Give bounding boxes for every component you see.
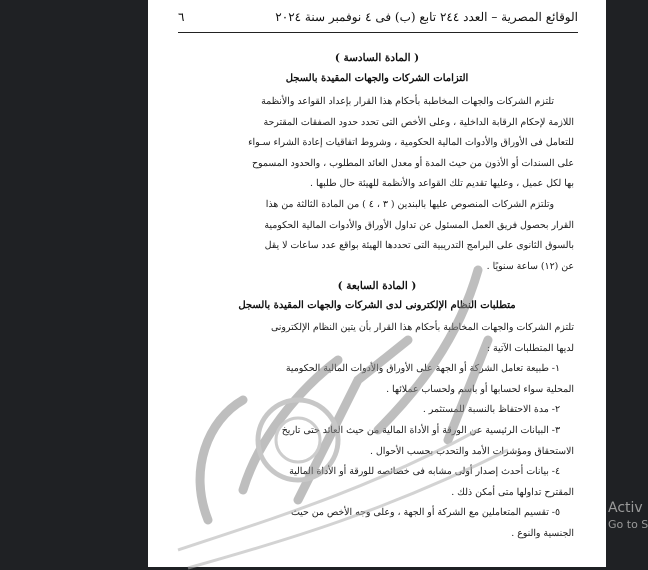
text-line: تلتزم الشركات والجهات المخاطبة بأحكام هذا القرار بأن يتين النظام الإلكترونى bbox=[270, 322, 574, 333]
text-line: على السندات أو الأذون من حيث المدة أو معدل العائد المطلوب ، والحدود المسموح bbox=[251, 157, 574, 169]
text-line: ٥- تقسيم المتعاملين مع الشركة أو الجهة ، وعلى وجه الأخص من حيث bbox=[290, 507, 560, 518]
requirement-item-2 bbox=[184, 400, 574, 421]
document-page bbox=[148, 0, 606, 567]
header-divider bbox=[178, 32, 578, 33]
requirement-item-3 bbox=[184, 421, 574, 462]
article6-paragraph-1 bbox=[184, 92, 574, 195]
text-line: القرار بحصول فريق العمل المسئول عن تداول الأوراق والأدوات المالية الحكومية bbox=[264, 219, 574, 231]
text-line: ١- طبيعة تعامل الشركة أو الجهة على الأوراق والأدوات المالية الحكومية bbox=[285, 363, 560, 374]
article7-intro bbox=[184, 318, 574, 359]
article7-title: ( المادة السابعة ) bbox=[337, 280, 417, 292]
text-line: بالسوق الثانوى على البرامج التدريبية التى تحددها الهيئة بواقع عدد ساعات لا يقل bbox=[264, 240, 574, 252]
article6-paragraph-2 bbox=[184, 195, 574, 277]
requirement-item-5 bbox=[184, 503, 574, 544]
gazette-header: الوقائع المصرية – العدد ٢٤٤ تابع (ب) فى ٤ نوفمبر سنة ٢٠٢٤ bbox=[275, 10, 578, 24]
text-line: المحلية سواء لحسابها أو باسم ولحساب عملائها . bbox=[386, 383, 574, 395]
text-line: لديها المتطلبات الآتية : bbox=[486, 342, 574, 354]
requirement-item-1 bbox=[184, 359, 574, 400]
text-line: تلتزم الشركات والجهات المخاطبة بأحكام هذا القرار بإعداد القواعد والأنظمة bbox=[261, 96, 554, 107]
text-line: المقترح تداولها متى أمكن ذلك . bbox=[451, 486, 574, 498]
page-number: ٦ bbox=[178, 10, 185, 24]
article6-subtitle: التزامات الشركات والجهات المقيدة بالسجل bbox=[285, 73, 469, 84]
requirement-item-4 bbox=[184, 462, 574, 503]
page-header bbox=[178, 8, 578, 30]
text-line: الجنسية والنوع . bbox=[511, 527, 574, 539]
article7-subtitle: متطلبات النظام الإلكترونى لدى الشركات والجهات المقيدة بالسجل bbox=[238, 300, 516, 311]
text-line: اللازمة لإحكام الرقابة الداخلية ، وعلى الأخص التى تحدد حدود الصفقات المقترحة bbox=[263, 116, 574, 128]
text-line: وتلتزم الشركات المنصوص عليها بالبندين ( ٣ ، ٤ ) من المادة الثالثة من هذا bbox=[265, 199, 554, 210]
article6-title: ( المادة السادسة ) bbox=[334, 52, 420, 64]
text-line: للتعامل فى الأوراق والأدوات المالية الحكومية ، وشروط اتفاقيات إعادة الشراء سـواء bbox=[248, 137, 574, 149]
activation-subtitle: Go to S bbox=[608, 518, 648, 531]
text-line: الاستحقاق ومؤشرات الأمد والتحدب بحسب الأحوال . bbox=[369, 445, 574, 457]
text-line: ٤- بيانات أحدث إصدار أولى مشابه فى خصائصه للورقة أو الأداة المالية bbox=[289, 466, 560, 477]
text-line: ٣- البيانات الرئيسية عن الورقة أو الأداة المالية من حيث العائد حتى تاريخ bbox=[281, 425, 560, 436]
windows-activation-overlay bbox=[608, 500, 648, 531]
text-line: ٢- مدة الاحتفاظ بالنسبة للمستثمر . bbox=[422, 404, 560, 415]
text-line: بها لكل عميل ، وعليها تقديم تلك القواعد والأنظمة للهيئة حال طلبها . bbox=[310, 178, 574, 190]
activation-title: Activ bbox=[608, 500, 643, 516]
text-line: عن (١٢) ساعة سنويًا . bbox=[486, 260, 574, 272]
